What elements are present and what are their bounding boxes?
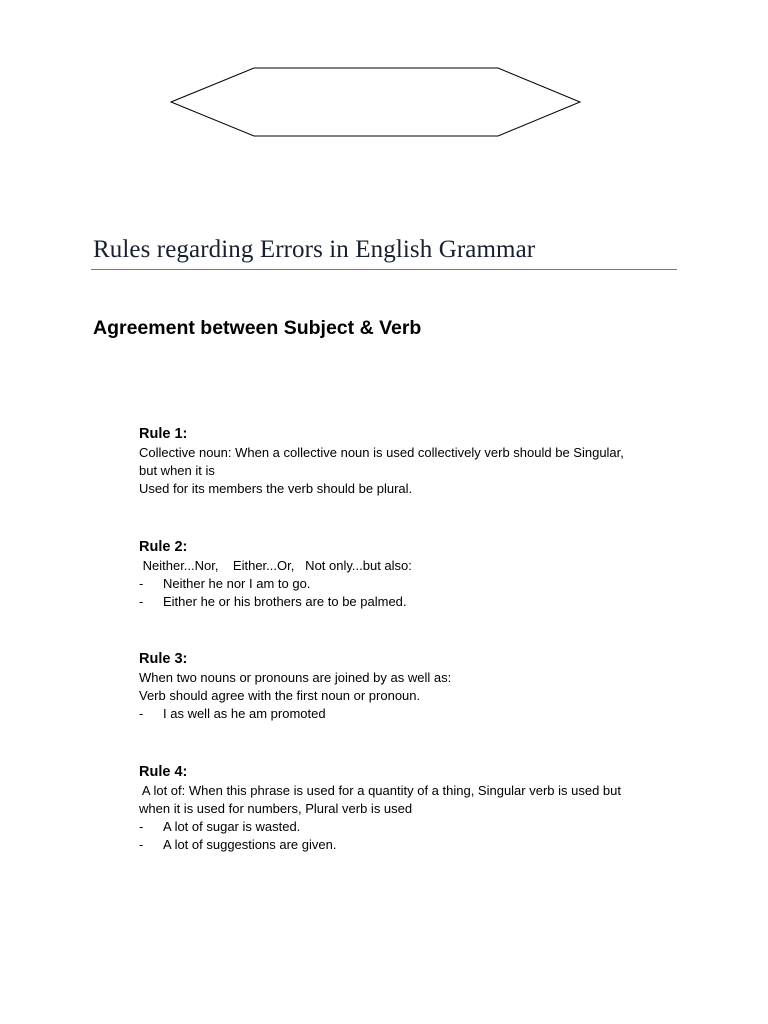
bullet-item <box>139 705 684 723</box>
bullet-item <box>139 575 684 593</box>
bullet-item <box>139 818 684 836</box>
rule-block-4 <box>139 763 684 854</box>
rule-heading: Rule 1: <box>139 426 188 442</box>
hexagon-shape <box>168 66 584 140</box>
title-underline <box>91 269 677 270</box>
bullet-marker: - <box>139 819 144 834</box>
bullet-text: I as well as he am promoted <box>163 706 326 721</box>
bullet-text: A lot of suggestions are given. <box>163 837 337 852</box>
rule-heading: Rule 2: <box>139 539 188 555</box>
rule-block-1 <box>139 425 684 498</box>
rule-text-line: Collective noun: When a collective noun is used collectively verb should be Singular, <box>139 445 624 460</box>
bullet-marker: - <box>139 576 144 591</box>
rule-text-line: Verb should agree with the first noun or pronoun. <box>139 688 421 703</box>
bullet-text: A lot of sugar is wasted. <box>163 819 301 834</box>
rule-heading: Rule 4: <box>139 764 188 780</box>
bullet-item <box>139 836 684 854</box>
bullet-item <box>139 593 684 611</box>
rule-heading: Rule 3: <box>139 651 188 667</box>
document-title: Rules regarding Errors in English Grammar <box>93 236 536 263</box>
section-heading: Agreement between Subject & Verb <box>93 317 422 339</box>
bullet-marker: - <box>139 594 144 609</box>
bullet-text: Neither he nor I am to go. <box>163 576 311 591</box>
rule-text-line: A lot of: When this phrase is used for a quantity of a thing, Singular verb is used but <box>139 783 622 798</box>
bullet-marker: - <box>139 706 144 721</box>
rule-text-line: Used for its members the verb should be plural. <box>139 481 413 496</box>
rule-block-2 <box>139 538 684 611</box>
bullet-text: Either he or his brothers are to be palmed. <box>163 594 407 609</box>
rule-text-line: Neither...Nor, Either...Or, Not only...but also: <box>139 558 412 573</box>
rule-text-line: but when it is <box>139 463 215 478</box>
rule-text-line: When two nouns or pronouns are joined by as well as: <box>139 670 452 685</box>
rule-text-line: when it is used for numbers, Plural verb is used <box>139 801 413 816</box>
bullet-marker: - <box>139 837 144 852</box>
rule-block-3 <box>139 650 684 723</box>
